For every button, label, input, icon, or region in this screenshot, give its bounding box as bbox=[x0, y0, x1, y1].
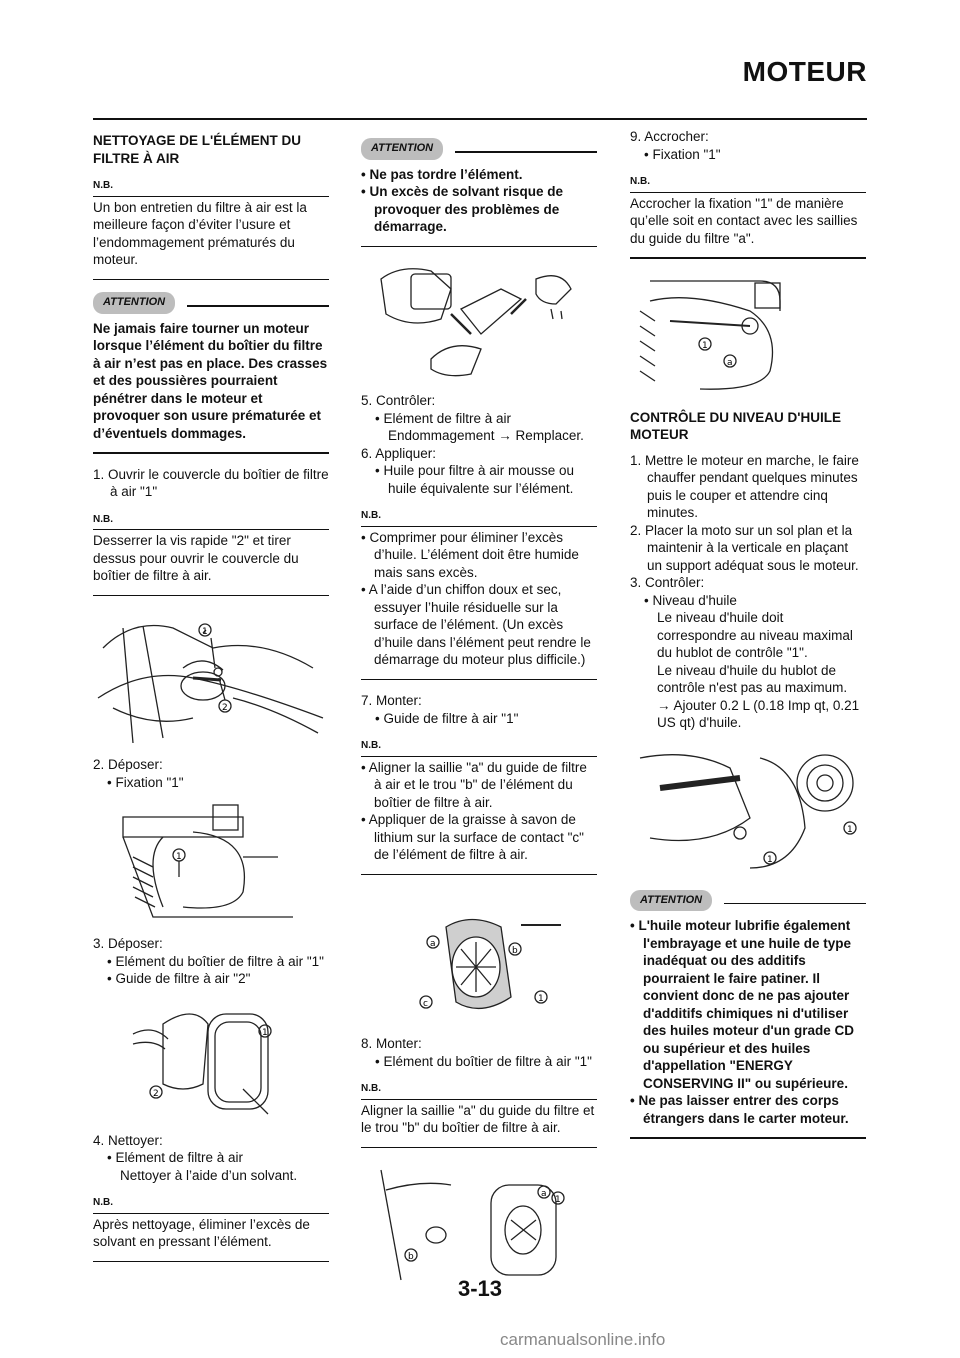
divider bbox=[361, 1147, 597, 1149]
column-1 bbox=[93, 128, 329, 1274]
step-8: 8. Monter: bbox=[361, 1036, 422, 1051]
step-5-note: Endommagement → Remplacer. bbox=[388, 428, 584, 443]
attention-bullet-2: • Ne pas laisser entrer des corps étrangers dans le carter moteur. bbox=[630, 1093, 849, 1126]
step-4: 4. Nettoyer: bbox=[93, 1132, 163, 1148]
divider bbox=[630, 1137, 866, 1139]
nb-bullet-2: • A l’aide d’un chiffon doux et sec, essuyer l’huile résiduelle sur la surface de l’élément. (Un excès d’huile dans l’élément peut rendre le démarrage du moteur plus difficile.) bbox=[361, 582, 591, 667]
oil-step-3: 3. Contrôler: bbox=[630, 575, 705, 590]
step-6-bullet: • Huile pour filtre à air mousse ou huile équivalente sur l’élément. bbox=[375, 463, 575, 496]
divider bbox=[93, 595, 329, 597]
step-7: 7. Monter: bbox=[361, 693, 422, 708]
column-2 bbox=[361, 128, 597, 1293]
svg-text:1: 1 bbox=[262, 1027, 268, 1038]
nb-label: N.B. bbox=[361, 1080, 597, 1100]
step-1: 1. Ouvrir le couvercle du boîtier de filtre à air "1" bbox=[93, 466, 329, 499]
nb-text: Après nettoyage, éliminer l’excès de solvant en pressant l’élément. bbox=[93, 1216, 310, 1249]
svg-text:1: 1 bbox=[555, 1195, 561, 1205]
divider bbox=[630, 257, 866, 259]
svg-text:c: c bbox=[423, 999, 428, 1009]
nb-label: N.B. bbox=[361, 737, 597, 757]
attention-bullet-1: • L'huile moteur lubrifie également l'embrayage et une huile de type inadéquat ou des additifs pourraient le faire patiner. Il convient donc de ne pas ajouter d'additifs chimiques ni d'utiliser des huiles moteur d'un grade CD ou supérieur et des huiles d'appellation "ENERGY CONSERVING II" ou supérieure. bbox=[630, 918, 854, 1091]
nb-label: N.B. bbox=[93, 511, 329, 531]
oil-step-1: 1. Mettre le moteur en marche, le faire chauffer pendant quelques minutes puis le couper et attendre cinq minutes. bbox=[630, 452, 859, 520]
nb-text: Un bon entretien du filtre à air est la meilleure façon d’éviter l’usure et l’endommagement prématurés du moteur. bbox=[93, 199, 307, 267]
nb-label: N.B. bbox=[93, 1194, 329, 1214]
divider bbox=[361, 246, 597, 248]
svg-text:a: a bbox=[541, 1189, 547, 1199]
nb-text: Desserrer la vis rapide "2" et tirer dessus pour ouvrir le couvercle du boîtier de filtre à air. bbox=[93, 533, 299, 583]
svg-text:2: 2 bbox=[153, 1088, 159, 1099]
step-5: 5. Contrôler: bbox=[361, 393, 436, 408]
divider bbox=[93, 279, 329, 281]
divider bbox=[361, 874, 597, 876]
step-4-bullet: • Elément de filtre à air bbox=[107, 1150, 244, 1165]
step-9-bullet: • Fixation "1" bbox=[644, 146, 721, 162]
figure-guide-install bbox=[361, 887, 597, 1027]
step-7-bullet: • Guide de filtre à air "1" bbox=[375, 710, 519, 726]
nb-bullet-2: • Appliquer de la graisse à savon de lithium sur la surface de contact "c" de l’élément de filtre à air. bbox=[361, 812, 584, 862]
nb-bullet-1: • Aligner la saillie "a" du guide de filtre à air et le trou "b" de l’élément du boîtier de filtre à air. bbox=[361, 759, 587, 810]
svg-text:1: 1 bbox=[702, 340, 708, 351]
nb-bullet-1: • Comprimer pour éliminer l’excès d’huile. L’élément doit être humide mais sans excès. bbox=[361, 529, 579, 580]
attention-bullet-2: • Un excès de solvant risque de provoquer des problèmes de démarrage. bbox=[361, 184, 564, 234]
oil-step-3-text-3: → Ajouter 0.2 L (0.18 Imp qt, 0.21 US qt) d'huile. bbox=[657, 697, 860, 730]
attention-header bbox=[361, 138, 597, 160]
svg-text:1: 1 bbox=[202, 627, 208, 637]
divider bbox=[93, 452, 329, 454]
divider bbox=[361, 679, 597, 681]
step-5-bullet: • Elément de filtre à air bbox=[375, 410, 512, 426]
oil-step-3-text-2: Le niveau d'huile du hublot de contrôle n'est pas au maximum. bbox=[657, 662, 848, 695]
figure-oil-sight-glass bbox=[630, 738, 866, 878]
column-3 bbox=[630, 128, 866, 1151]
figure-fixation-hook bbox=[630, 271, 866, 401]
nb-text: Accrocher la fixation "1" de manière qu’elle soit en contact avec les saillies du guide du filtre "a". bbox=[630, 195, 858, 246]
nb-label: N.B. bbox=[93, 177, 329, 197]
step-2: 2. Déposer: bbox=[93, 757, 163, 772]
header-rule bbox=[93, 118, 867, 120]
svg-text:b: b bbox=[512, 946, 518, 956]
svg-text:1: 1 bbox=[847, 824, 853, 835]
svg-text:a: a bbox=[430, 939, 436, 949]
svg-text:a: a bbox=[727, 357, 733, 368]
step-3-bullet-2: • Guide de filtre à air "2" bbox=[107, 971, 251, 986]
oil-step-2: 2. Placer la moto sur un sol plan et la maintenir à la verticale en plaçant un support adéquat sous le moteur. bbox=[630, 522, 859, 573]
step-6: 6. Appliquer: bbox=[361, 445, 437, 461]
step-3: 3. Déposer: bbox=[93, 936, 163, 951]
attention-header bbox=[93, 292, 329, 314]
figure-fixation bbox=[93, 797, 329, 927]
attention-label: ATTENTION bbox=[361, 138, 443, 160]
step-3-bullet-1: • Elément du boîtier de filtre à air "1" bbox=[107, 953, 324, 969]
footer-watermark: carmanualsonline.info bbox=[500, 1330, 666, 1349]
oil-step-3-text-1: Le niveau d'huile doit correspondre au niveau maximal du hublot de contrôle "1". bbox=[657, 610, 853, 660]
figure-cleaning bbox=[361, 259, 597, 384]
page-number: 3-13 bbox=[457, 1276, 503, 1301]
step-9: 9. Accrocher: bbox=[630, 129, 709, 144]
figure-airbox-cover bbox=[93, 608, 329, 748]
divider bbox=[93, 1261, 329, 1263]
nb-text: Aligner la saillie "a" du guide du filtre et le trou "b" du boîtier de filtre à air. bbox=[361, 1102, 595, 1135]
nb-label: N.B. bbox=[630, 173, 866, 193]
attention-header bbox=[630, 890, 866, 912]
svg-text:b: b bbox=[408, 1252, 414, 1262]
svg-text:1: 1 bbox=[538, 994, 544, 1004]
figure-element-install bbox=[361, 1160, 597, 1285]
attention-label: ATTENTION bbox=[93, 292, 175, 314]
page-title: MOTEUR bbox=[742, 56, 867, 87]
figure-element-removal bbox=[93, 994, 329, 1124]
svg-text:1: 1 bbox=[767, 854, 773, 865]
nb-label: N.B. bbox=[361, 507, 597, 527]
step-2-bullet: • Fixation "1" bbox=[107, 774, 184, 790]
svg-text:2: 2 bbox=[222, 703, 228, 713]
svg-text:1: 1 bbox=[176, 852, 182, 862]
oil-step-3-bullet: • Niveau d'huile bbox=[644, 592, 737, 608]
section-heading-oil-level: CONTRÔLE DU NIVEAU D'HUILE MOTEUR bbox=[630, 409, 841, 442]
attention-bullet-1: • Ne pas tordre l’élément. bbox=[361, 166, 523, 182]
section-heading-air-filter: NETTOYAGE DE L'ÉLÉMENT DU FILTRE À AIR bbox=[93, 133, 301, 166]
attention-text: Ne jamais faire tourner un moteur lorsque l’élément du boîtier du filtre à air n’est pas en place. Des crasses et des poussières pourraient pénétrer dans le moteur et provoquer son usure prématurée et d’éventuels dommages. bbox=[93, 320, 328, 441]
step-8-bullet: • Elément du boîtier de filtre à air "1" bbox=[375, 1053, 592, 1069]
attention-label: ATTENTION bbox=[630, 890, 712, 912]
step-4-note: Nettoyer à l’aide d’un solvant. bbox=[120, 1167, 298, 1183]
